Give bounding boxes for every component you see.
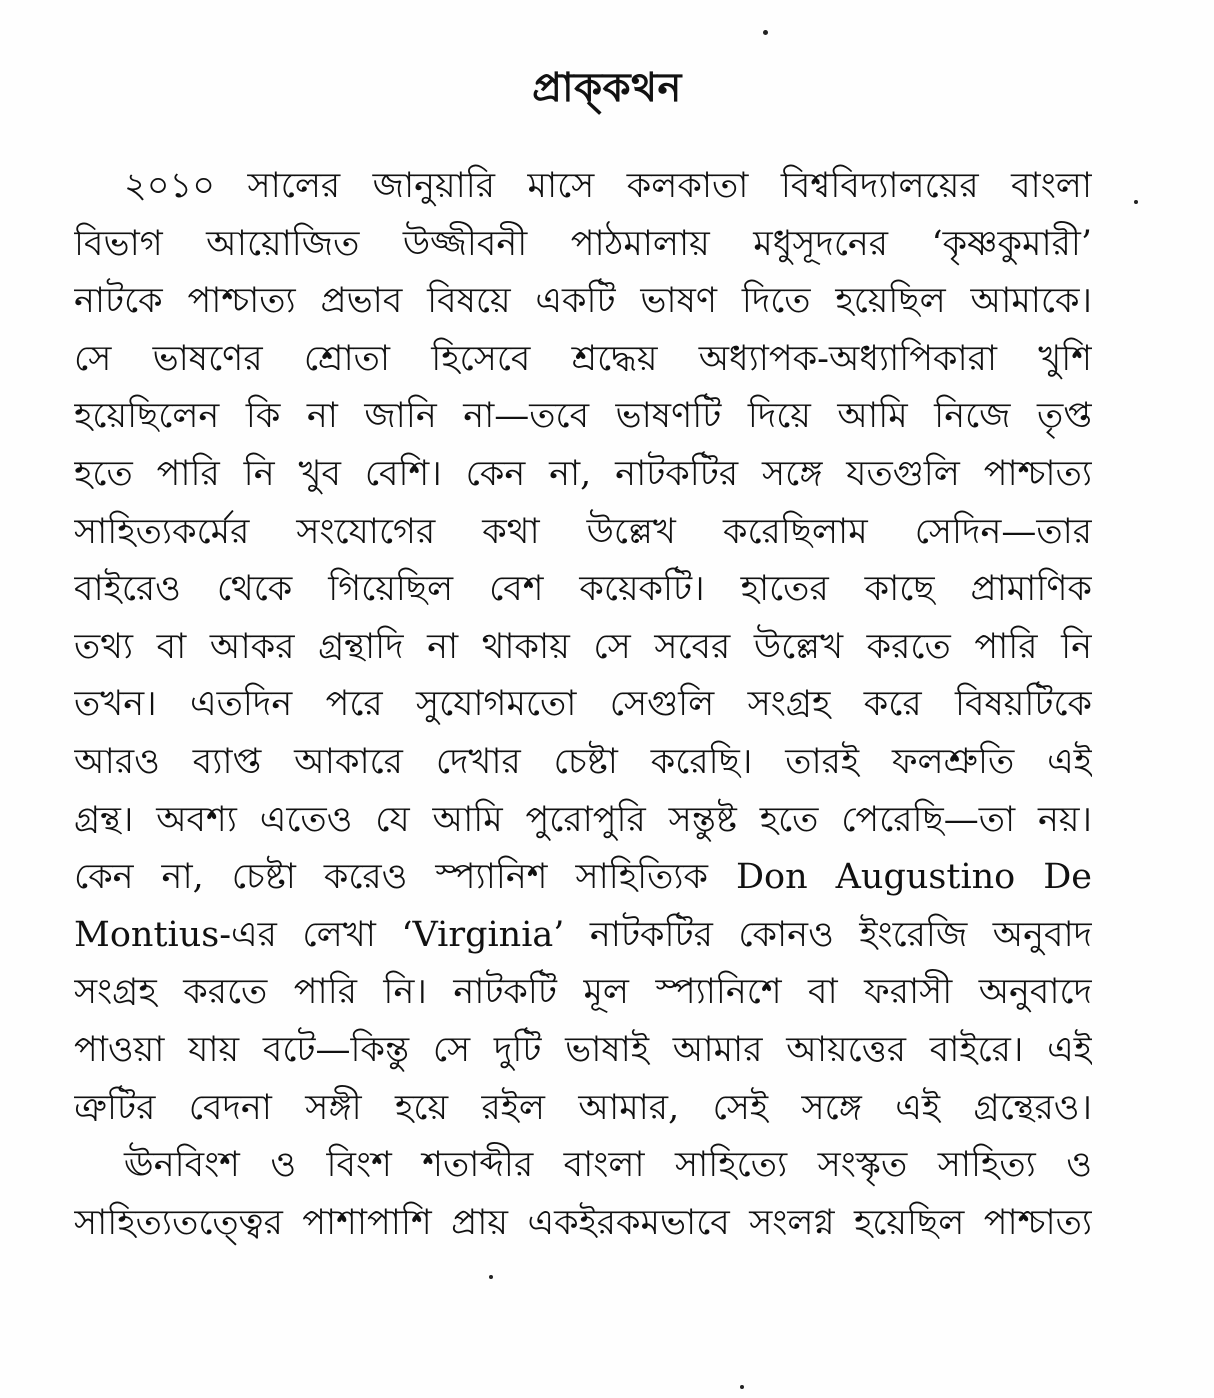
text-line: বিভাগ আয়োজিত উজ্জীবনী পাঠমালায় মধুসূদনের ‘কৃষ্ণকুমারী’ bbox=[74, 223, 1092, 264]
text-line: ত্রুটির বেদনা সঙ্গী হয়ে রইল আমার, সেই সঙ্গে এই গ্রন্থেরও। bbox=[74, 1087, 1092, 1128]
text-line: Montius-এর লেখা ‘Virginia’ নাটকটির কোনও ইংরেজি অনুবাদ bbox=[74, 914, 1092, 955]
text-line: নাটকে পাশ্চাত্য প্রভাব বিষয়ে একটি ভাষণ দিতে হয়েছিল আমাকে। bbox=[74, 281, 1092, 322]
text-line: সাহিত্যকর্মের সংযোগের কথা উল্লেখ করেছিলাম সেদিন—তার bbox=[74, 511, 1092, 552]
text-line: পাওয়া যায় বটে—কিন্তু সে দুটি ভাষাই আমার আয়ত্তের বাইরে। এই bbox=[74, 1029, 1092, 1070]
text-line: সংগ্রহ করতে পারি নি। নাটকটি মূল স্প্যানিশে বা ফরাসী অনুবাদে bbox=[74, 972, 1092, 1013]
text-line: কেন না, চেষ্টা করেও স্প্যানিশ সাহিত্যিক Don Augustino De bbox=[74, 857, 1092, 898]
scan-speck bbox=[1134, 200, 1138, 204]
text-line: ২০১০ সালের জানুয়ারি মাসে কলকাতা বিশ্ববিদ্যালয়ের বাংলা bbox=[124, 166, 1092, 206]
text-line: তথ্য বা আকর গ্রন্থাদি না থাকায় সে সবের উল্লেখ করতে পারি নি bbox=[74, 626, 1092, 667]
scan-speck bbox=[740, 1385, 744, 1389]
text-line: আরও ব্যাপ্ত আকারে দেখার চেষ্টা করেছি। তারই ফলশ্রুতি এই bbox=[74, 741, 1092, 782]
text-line: হয়েছিলেন কি না জানি না—তবে ভাষণটি দিয়ে আমি নিজে তৃপ্ত bbox=[74, 396, 1092, 437]
text-line: সাহিত্যতত্ত্বের পাশাপাশি প্রায় একইরকমভাবে সংলগ্ন হয়েছিল পাশ্চাত্য bbox=[74, 1202, 1092, 1243]
page-title: প্রাক্‌কথন bbox=[532, 64, 682, 111]
scan-speck bbox=[489, 1275, 493, 1279]
body-text bbox=[74, 158, 1092, 1252]
text-line: তখন। এতদিন পরে সুযোগমতো সেগুলি সংগ্রহ করে বিষয়টিকে bbox=[74, 684, 1092, 725]
text-line: বাইরেও থেকে গিয়েছিল বেশ কয়েকটি। হাতের কাছে প্রামাণিক bbox=[74, 569, 1092, 610]
text-line: গ্রন্থ। অবশ্য এতেও যে আমি পুরোপুরি সন্তুষ্ট হতে পেরেছি—তা নয়। bbox=[74, 799, 1092, 840]
text-line: হতে পারি নি খুব বেশি। কেন না, নাটকটির সঙ্গে যতগুলি পাশ্চাত্য bbox=[74, 453, 1092, 494]
text-line: সে ভাষণের শ্রোতা হিসেবে শ্রদ্ধেয় অধ্যাপক-অধ্যাপিকারা খুশি bbox=[74, 338, 1092, 379]
scan-speck bbox=[763, 30, 768, 35]
text-line: ঊনবিংশ ও বিংশ শতাব্দীর বাংলা সাহিত্যে সংস্কৃত সাহিত্য ও bbox=[124, 1145, 1092, 1186]
